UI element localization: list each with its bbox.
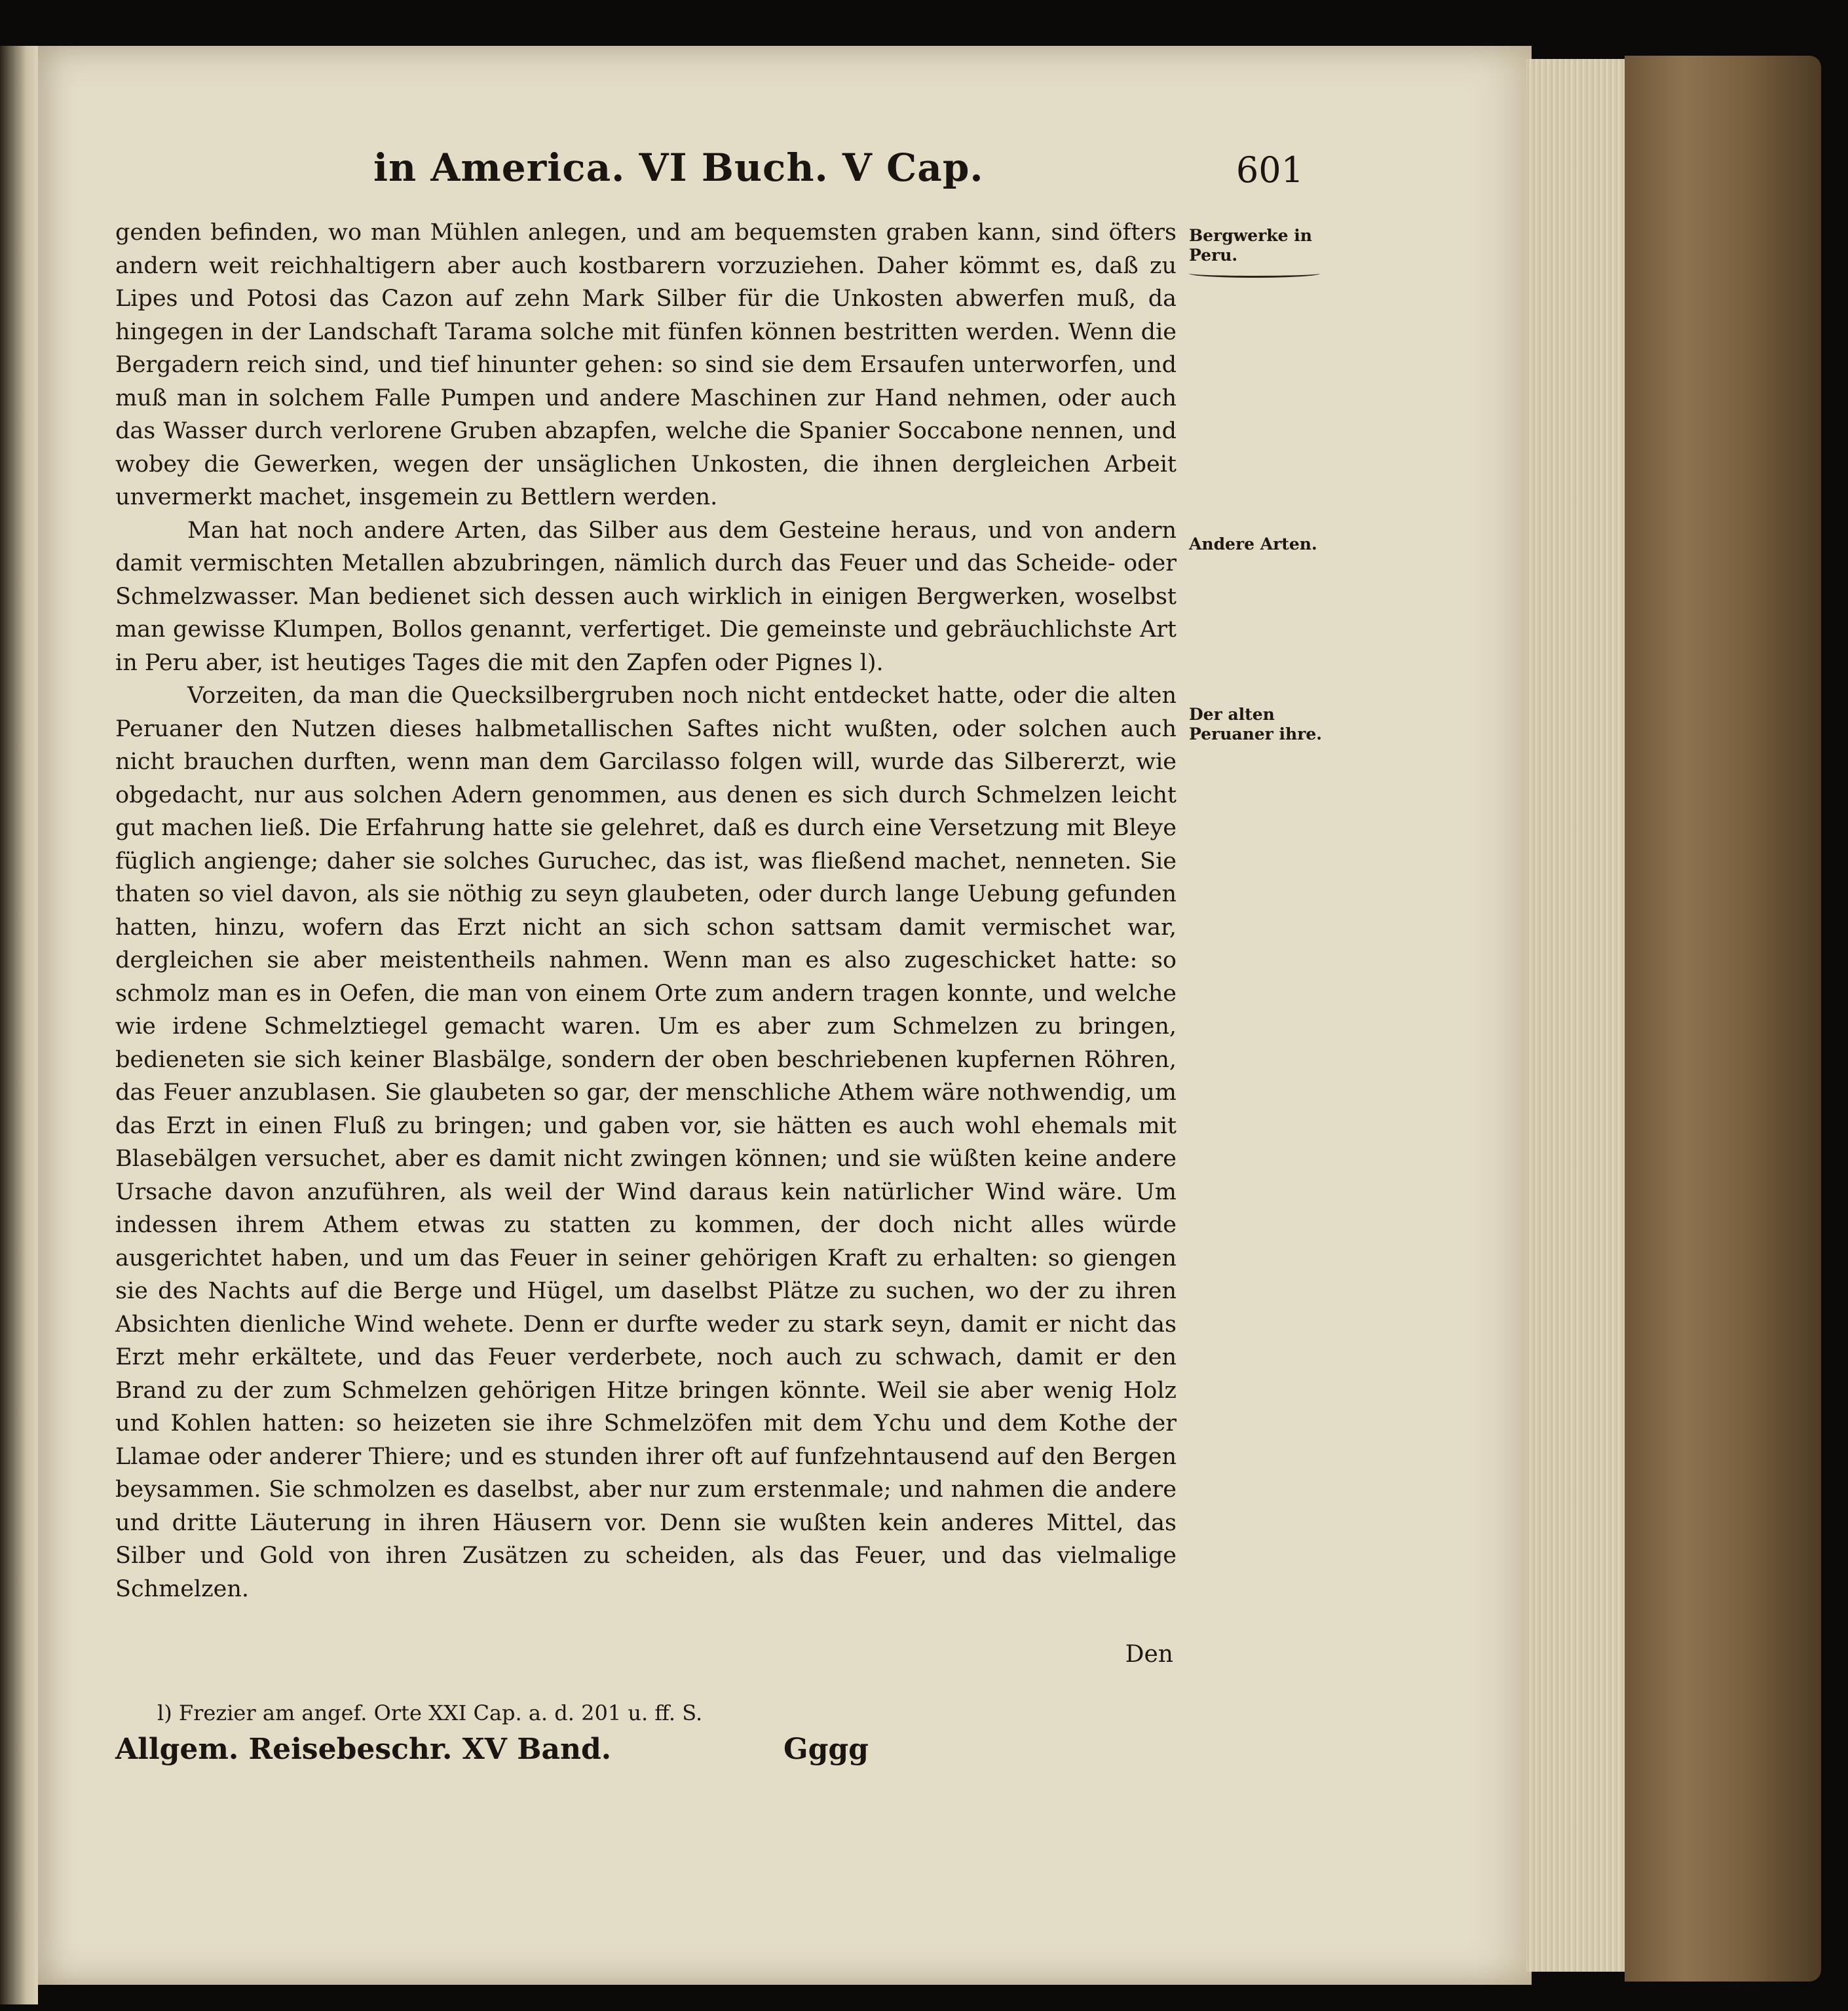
paragraph: genden befinden, wo man Mühlen anlegen, und am bequemsten graben kann, sind öfters andern weit reichhaltigern aber auch kostbarern vorzuziehen. Daher kömmt es, daß zu Lipes und Potosi das Cazon auf zehn Mark Silber für die Unkosten abwerfen muß, da hingegen in der Landschaft Tarama solche mit fünfen können bestritten werden. Wenn die Bergadern reich sind, und tief hinunter gehen: so sind sie dem Ersaufen unterworfen, und muß man in solchem Falle Pumpen und andere Maschinen zur Hand nehmen, oder auch das Wasser durch verlorene Gruben abzapfen, welche die Spanier Soccabone nennen, und wobey die Gewerken, wegen der unsäglichen Unkosten, die ihnen dergleichen Arbeit unvermerkt machet, insgemein zu Bettlern werden. (115, 219, 1177, 510)
footnote: l) Frezier am angef. Orte XXI Cap. a. d. 201 u. ff. S. (157, 1701, 703, 1725)
catchword: Den (1125, 1641, 1173, 1668)
left-page-edge (0, 46, 38, 2004)
signature-mark: Gggg (783, 1733, 869, 1766)
signature-line (115, 1733, 901, 1766)
paragraph: Man hat noch andere Arten, das Silber aus dem Gesteine heraus, und von andern damit vermischten Metallen abzubringen, nämlich durch das Feuer und das Scheide- oder Schmelzwasser. Man bedienet sich dessen auch wirklich in einigen Bergwerken, woselbst man gewisse Klumpen, Bollos genannt, verfertiget. Die gemeinste und gebräuchlichste Art in Peru aber, ist heutiges Tages die mit den Zapfen oder Pignes l). (115, 517, 1177, 676)
body-text (115, 216, 1177, 1606)
margin-note: Der alten Peruaner ihre. (1189, 705, 1322, 743)
margin-note: Andere Arten. (1189, 535, 1317, 554)
page-header (373, 145, 1304, 198)
margin-note (1189, 226, 1327, 278)
signature-label: Allgem. Reisebeschr. XV Band. (115, 1733, 612, 1766)
margin-note-brace (1189, 269, 1320, 278)
page-number: 601 (1235, 149, 1304, 191)
margin-note-text: Bergwerke in Peru. (1189, 226, 1312, 265)
paragraph: Vorzeiten, da man die Quecksilbergruben noch nicht entdecket hatte, oder die alten Peruaner den Nutzen dieses halbmetallischen Saftes nicht wußten, oder solchen auch nicht brauchen durften, wenn man dem Garcilasso folgen will, wurde das Silbererzt, wie obgedacht, nur aus solchen Adern genommen, aus denen es sich durch Schmelzen leicht gut machen ließ. Die Erfahrung hatte sie gelehret, daß es durch eine Versetzung mit Bleye füglich angienge; daher sie solches Guruchec, das ist, was fließend machet, nenneten. Sie thaten so viel davon, als sie nöthig zu seyn glaubeten, oder durch lange Uebung gefunden hatten, hinzu, wofern das Erzt nicht an sich schon sattsam damit vermischet war, dergleichen sie aber meistentheils nahmen. Wenn man es also zugeschicket hatte: so schmolz man es in Oefen, die man von einem Orte zum andern tragen konnte, und welche wie irdene Schmelztiegel gemacht waren. Um es aber zum Schmelzen zu bringen, bedieneten sie sich keiner Blasbälge, sondern der oben beschriebenen kupfernen Röhren, das Feuer anzublasen. Sie glaubeten so gar, der menschliche Athem wäre nothwendig, um das Erzt in einen Fluß zu bringen; und gaben vor, sie hätten es auch wohl ehemals mit Blasebälgen versuchet, aber es damit nicht zwingen können; und sie wüßten keine andere Ursache davon anzuführen, als weil der Wind daraus kein natürlicher Wind wäre. Um indessen ihrem Athem etwas zu statten zu kommen, der doch nicht alles würde ausgerichtet haben, und um das Feuer in seiner gehörigen Kraft zu erhalten: so giengen sie des Nachts auf die Berge und Hügel, um daselbst Plätze zu suchen, wo der zu ihren Absichten dienliche Wind wehete. Denn er durfte weder zu stark seyn, damit er nicht das Erzt mehr erkältete, und das Feuer verderbete, noch auch zu schwach, damit er den Brand zu der zum Schmelzen gehörigen Hitze bringen könnte. Weil sie aber wenig Holz und Kohlen hatten: so heizeten sie ihre Schmelzöfen mit dem Ychu und dem Kothe der Llamae oder anderer Thiere; und es stunden ihrer oft auf funfzehntausend auf den Bergen beysammen. Sie schmolzen es daselbst, aber nur zum erstenmale; und nahmen die andere und dritte Läuterung in ihren Häusern vor. Denn sie wußten kein anderes Mittel, das Silber und Gold von ihren Zusätzen zu scheiden, als das Feuer, und das vielmalige Schmelzen. (115, 683, 1177, 1602)
page-fore-edge (1526, 59, 1626, 1972)
running-title: in America. VI Buch. V Cap. (373, 145, 984, 190)
book-cover (1625, 56, 1821, 1982)
